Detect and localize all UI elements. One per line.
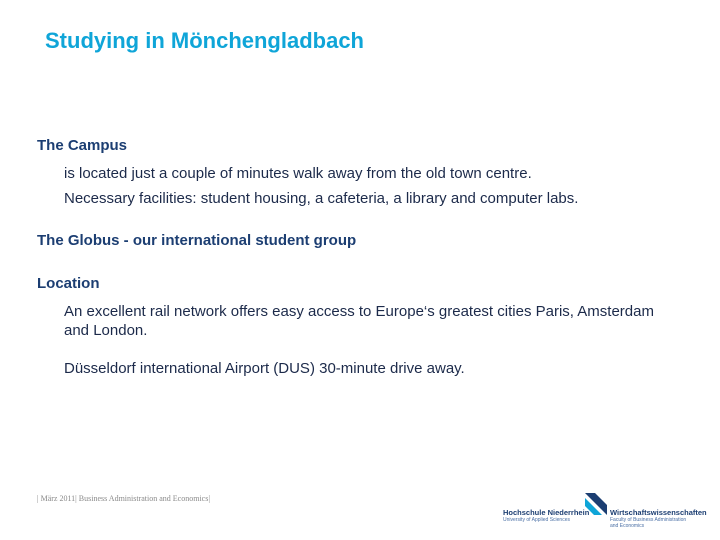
- university-subtitle: University of Applied Sciences: [503, 517, 570, 523]
- faculty-name: Wirtschaftswissenschaften: [610, 508, 707, 517]
- university-logo: [503, 493, 589, 523]
- location-airport-text: Düsseldorf international Airport (DUS) 30-minute drive away.: [64, 360, 465, 377]
- globus-heading: The Globus - our international student group: [37, 232, 357, 249]
- faculty-subtitle-1: Faculty of Business Administration: [610, 517, 687, 523]
- faculty-logo: [585, 493, 707, 529]
- slide-title: Studying in Mönchengladbach: [45, 28, 364, 53]
- university-name: Hochschule Niederrhein: [503, 508, 590, 517]
- campus-facilities-text: Necessary facilities: student housing, a cafeteria, a library and computer labs.: [64, 190, 579, 207]
- slide-content: [37, 136, 677, 378]
- campus-heading: The Campus: [37, 137, 128, 154]
- location-heading: Location: [37, 275, 100, 292]
- hochschule-mark-icon: [585, 493, 607, 515]
- footer-text: | März 2011| Business Administration and Economics|: [37, 494, 210, 503]
- location-rail-text: An excellent rail network offers easy access to Europe‘s greatest cities Paris, Amsterdam and London.: [64, 303, 654, 339]
- campus-location-text: is located just a couple of minutes walk away from the old town centre.: [64, 165, 532, 182]
- faculty-subtitle-2: and Economics: [610, 523, 645, 529]
